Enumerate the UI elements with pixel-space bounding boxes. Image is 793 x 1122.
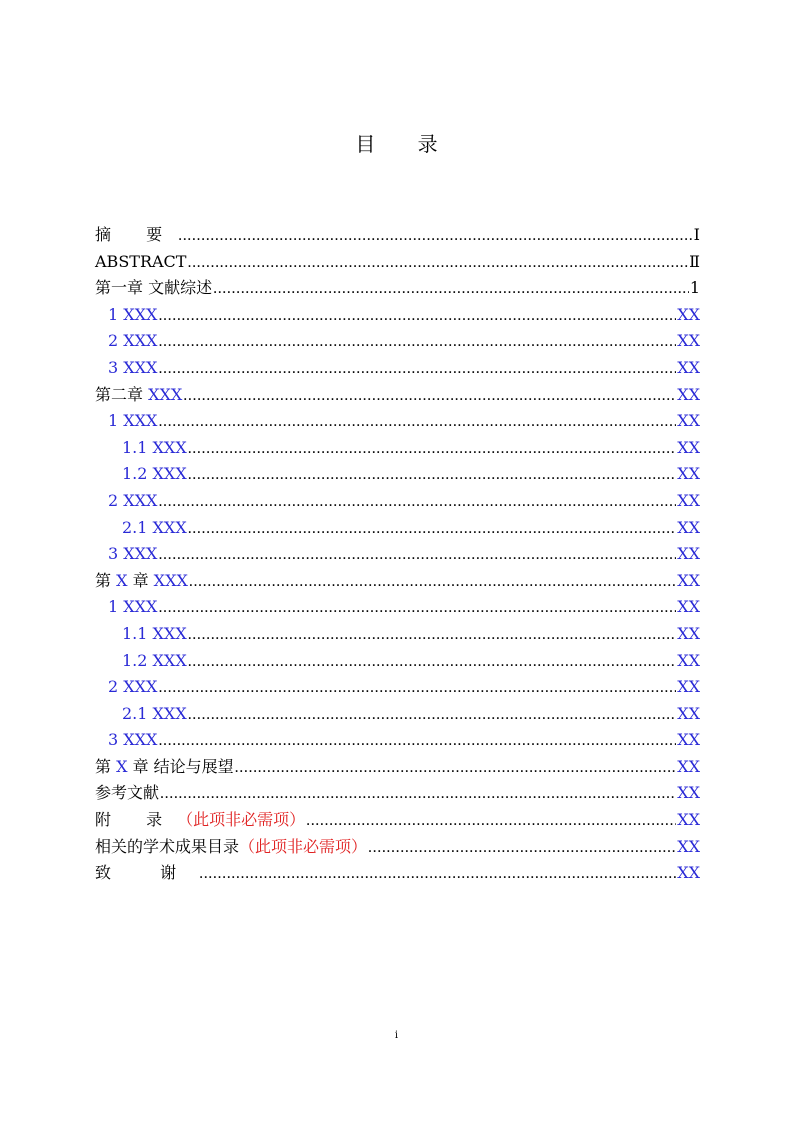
dot-leader bbox=[188, 436, 677, 463]
toc-entry-ch1-1[interactable] bbox=[95, 302, 700, 329]
dot-leader bbox=[188, 622, 677, 649]
toc-entry-label-part: 相关的学术成果目录 bbox=[95, 836, 240, 856]
dot-leader bbox=[188, 702, 677, 729]
toc-entry-label bbox=[95, 249, 186, 276]
toc-entry-label-part: 摘 要 bbox=[95, 225, 178, 244]
toc-entry-label-part: 1 XXX bbox=[108, 411, 158, 431]
toc-entry-label-part: 1.2 XXX bbox=[122, 650, 187, 670]
toc-title: 目 录 bbox=[355, 132, 456, 156]
toc-entry-acknowledgements[interactable] bbox=[95, 860, 700, 887]
toc-entry-page-number: XX bbox=[677, 384, 700, 404]
toc-entry-label-part: ABSTRACT bbox=[95, 251, 187, 271]
toc-entry-ch2-2-1[interactable] bbox=[95, 515, 700, 542]
dot-leader bbox=[158, 728, 676, 755]
toc-entry-achievements[interactable] bbox=[95, 834, 700, 861]
toc-entry-label-part: 3 XXX bbox=[108, 357, 158, 377]
dot-leader bbox=[158, 595, 676, 622]
toc-entry-label bbox=[108, 488, 157, 515]
dot-leader bbox=[158, 409, 676, 436]
dot-leader bbox=[188, 649, 677, 676]
toc-entry-label bbox=[108, 408, 157, 435]
toc-entry-label bbox=[108, 355, 157, 382]
dot-leader bbox=[235, 755, 677, 782]
toc-entry-page-number: XX bbox=[677, 863, 700, 883]
toc-entry-ch1[interactable] bbox=[95, 275, 700, 302]
toc-entry-page-number: XX bbox=[677, 597, 700, 617]
toc-entry-label-part: 2 XXX bbox=[108, 331, 158, 351]
toc-entry-ch2-1-2[interactable] bbox=[95, 461, 700, 488]
toc-entry-ch1-3[interactable] bbox=[95, 355, 700, 382]
toc-entry-label bbox=[122, 701, 187, 728]
toc-entry-ch2[interactable] bbox=[95, 382, 700, 409]
toc-entry-chx-2-1[interactable] bbox=[95, 701, 700, 728]
toc-entry-page-number: XX bbox=[677, 570, 700, 590]
toc-entry-chx-1[interactable] bbox=[95, 594, 700, 621]
toc-entry-label-part: 3 XXX bbox=[108, 730, 158, 750]
toc-entry-ch2-2[interactable] bbox=[95, 488, 700, 515]
toc-entry-chx[interactable] bbox=[95, 568, 700, 595]
toc-entry-page-number: XX bbox=[677, 650, 700, 670]
toc-entry-label bbox=[122, 648, 187, 675]
dot-leader bbox=[306, 808, 676, 835]
toc-entry-page-number: 1 bbox=[689, 278, 700, 298]
toc-entry-page-number: XX bbox=[677, 464, 700, 484]
toc-entry-page-number: XX bbox=[677, 331, 700, 351]
toc-entry-label-part: 1.1 XXX bbox=[122, 437, 187, 457]
toc-entry-label bbox=[95, 807, 305, 834]
toc-entry-label bbox=[108, 674, 157, 701]
toc-entry-label-part: （此项非必需项） bbox=[177, 810, 306, 830]
toc-entry-label bbox=[108, 541, 157, 568]
dot-leader bbox=[368, 835, 676, 862]
toc-entry-label-part: 致 谢 bbox=[95, 863, 199, 883]
toc-entry-page-number: Ⅱ bbox=[689, 251, 700, 271]
toc-entry-label bbox=[122, 621, 187, 648]
toc-entry-label-part: 章 bbox=[127, 570, 154, 590]
toc-entry-page-number: XX bbox=[677, 304, 700, 324]
toc-entry-label bbox=[108, 328, 157, 355]
toc-entry-label bbox=[95, 780, 159, 807]
toc-entry-label-part: 2 XXX bbox=[108, 490, 158, 510]
toc-entry-page-number: XX bbox=[677, 810, 700, 830]
toc-entry-label bbox=[122, 515, 187, 542]
toc-entry-page-number: XX bbox=[677, 756, 700, 776]
toc-entry-label-part: 3 XXX bbox=[108, 544, 158, 564]
toc-entry-label-part: XXX bbox=[148, 384, 183, 404]
toc-entry-ch2-1-1[interactable] bbox=[95, 435, 700, 462]
toc-entry-label-part: 附 录 bbox=[95, 810, 178, 830]
toc-entry-ch2-1[interactable] bbox=[95, 408, 700, 435]
toc-entry-label bbox=[95, 382, 182, 409]
toc-entry-label-part: 1.1 XXX bbox=[122, 623, 187, 643]
dot-leader bbox=[199, 861, 676, 888]
toc-entry-label bbox=[108, 727, 157, 754]
dot-leader bbox=[183, 383, 676, 410]
toc-entry-chx-3[interactable] bbox=[95, 727, 700, 754]
toc-entry-label-part: 2 XXX bbox=[108, 677, 158, 697]
toc-entry-page-number: XX bbox=[677, 490, 700, 510]
toc-entry-page-number: XX bbox=[677, 783, 700, 803]
toc-entry-page-number: XX bbox=[677, 544, 700, 564]
toc-entry-chx-1-2[interactable] bbox=[95, 648, 700, 675]
toc-entry-label-part: 参考文献 bbox=[95, 783, 160, 803]
toc-entry-label-part: 1 XXX bbox=[108, 304, 158, 324]
dot-leader bbox=[158, 356, 676, 383]
toc-entry-label bbox=[95, 834, 367, 861]
toc-entry-abstract-cn[interactable] bbox=[95, 222, 700, 249]
toc-entry-label-part: 第 bbox=[95, 756, 117, 776]
toc-entry-page-number: XX bbox=[677, 357, 700, 377]
toc-entry-label bbox=[122, 461, 187, 488]
toc-entry-label bbox=[95, 860, 198, 887]
toc-entry-ch2-3[interactable] bbox=[95, 541, 700, 568]
toc-entry-page-number: XX bbox=[677, 517, 700, 537]
dot-leader bbox=[189, 569, 676, 596]
dot-leader bbox=[178, 223, 693, 250]
toc-entry-label bbox=[108, 302, 157, 329]
toc-entry-page-number: XX bbox=[677, 623, 700, 643]
toc-entry-label bbox=[95, 222, 177, 249]
toc-entry-page-number: XX bbox=[677, 730, 700, 750]
toc-entry-label-part: 2.1 XXX bbox=[122, 517, 187, 537]
toc-entry-label-part: 章 结论与展望 bbox=[127, 756, 234, 776]
dot-leader bbox=[160, 781, 676, 808]
toc-entry-label-part: X bbox=[116, 756, 128, 776]
dot-leader bbox=[188, 462, 677, 489]
dot-leader bbox=[158, 329, 676, 356]
toc-entry-abstract-en[interactable] bbox=[95, 249, 700, 276]
toc-entry-page-number: XX bbox=[677, 677, 700, 697]
toc-entry-label bbox=[122, 435, 187, 462]
dot-leader bbox=[213, 276, 689, 303]
toc-entry-page-number: XX bbox=[677, 437, 700, 457]
dot-leader bbox=[187, 250, 688, 277]
toc-entry-label bbox=[95, 754, 234, 781]
toc-entry-label-part: 2.1 XXX bbox=[122, 703, 187, 723]
toc-entry-page-number: Ⅰ bbox=[693, 225, 700, 244]
toc-entry-chx-1-1[interactable] bbox=[95, 621, 700, 648]
toc-entry-label-part: 第 bbox=[95, 570, 117, 590]
dot-leader bbox=[158, 542, 676, 569]
toc-entry-ch1-2[interactable] bbox=[95, 328, 700, 355]
toc-entry-label-part: （此项非必需项） bbox=[239, 836, 368, 856]
dot-leader bbox=[158, 489, 676, 516]
dot-leader bbox=[188, 516, 677, 543]
toc-entry-appendix[interactable] bbox=[95, 807, 700, 834]
toc-entry-references[interactable] bbox=[95, 780, 700, 807]
dot-leader bbox=[158, 303, 676, 330]
toc-entry-chx-2[interactable] bbox=[95, 674, 700, 701]
toc-entry-page-number: XX bbox=[677, 411, 700, 431]
toc-entry-label bbox=[95, 568, 188, 595]
toc-entry-page-number: XX bbox=[677, 836, 700, 856]
toc-entry-label bbox=[108, 594, 157, 621]
toc-entry-label-part: X bbox=[116, 570, 128, 590]
toc-entry-label-part: 第二章 bbox=[95, 384, 149, 404]
table-of-contents bbox=[95, 222, 700, 887]
toc-entry-page-number: XX bbox=[677, 703, 700, 723]
toc-entry-label-part: 第一章 文献综述 bbox=[95, 278, 213, 298]
page-number-footer: i bbox=[394, 1030, 399, 1041]
toc-entry-label-part: 1.2 XXX bbox=[122, 464, 187, 484]
dot-leader bbox=[158, 675, 676, 702]
toc-entry-label bbox=[95, 275, 212, 302]
toc-entry-chx-conclusion[interactable] bbox=[95, 754, 700, 781]
toc-entry-label-part: 1 XXX bbox=[108, 597, 158, 617]
toc-entry-label-part: XXX bbox=[153, 570, 188, 590]
